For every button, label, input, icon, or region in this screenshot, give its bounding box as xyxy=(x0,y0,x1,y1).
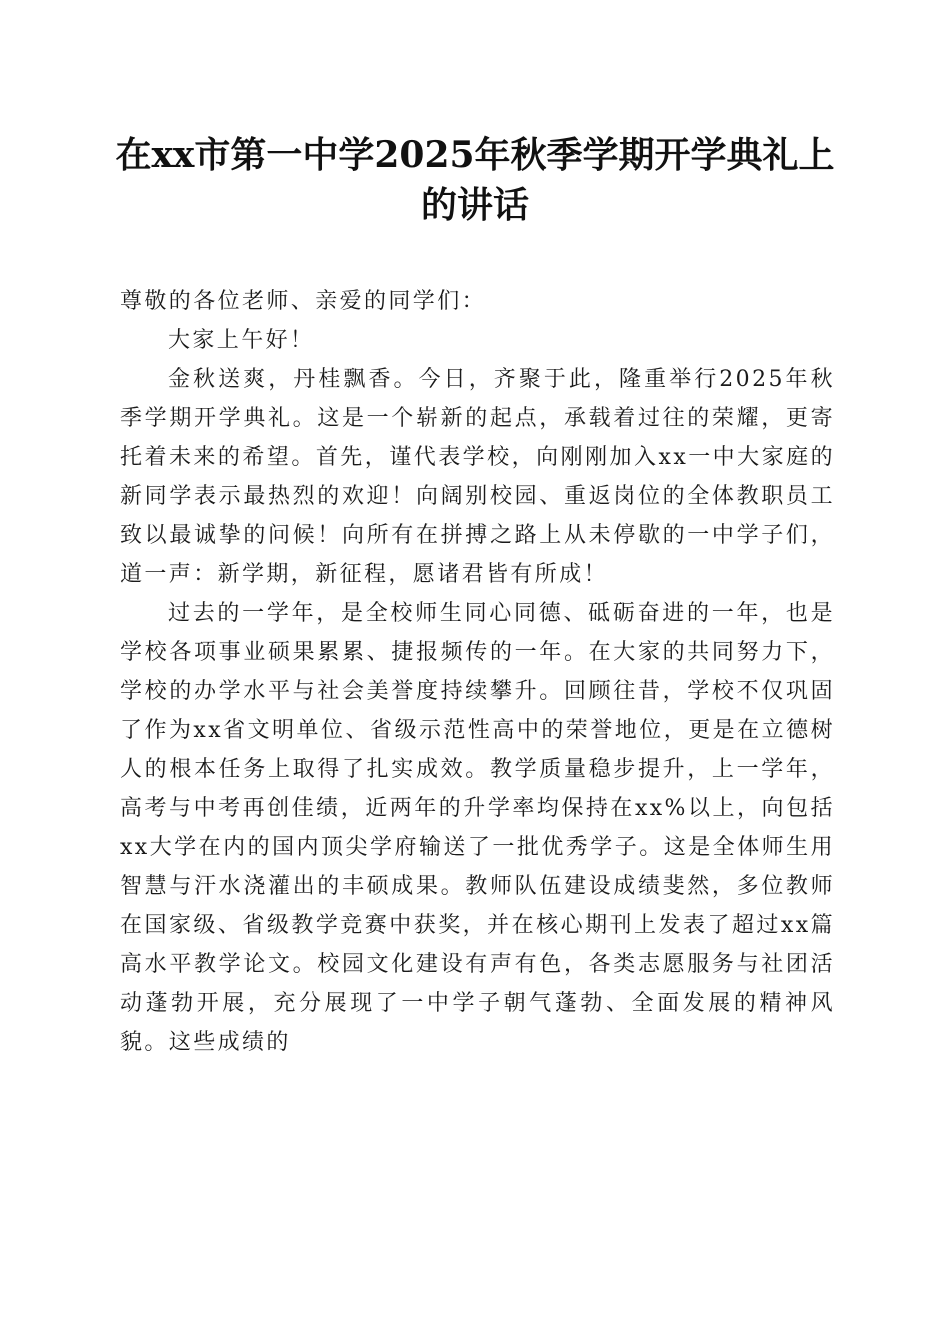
salutation: 尊敬的各位老师、亲爱的同学们： xyxy=(120,289,487,314)
document-body xyxy=(120,282,835,1062)
paragraph-greeting: 大家上午好！ xyxy=(168,328,315,353)
paragraph-opening: 金秋送爽，丹桂飘香。今日，齐聚于此，隆重举行2025年秋季学期开学典礼。这是一个崭新的起点，承载着过往的荣耀，更寄托着未来的希望。首先，谨代表学校，向刚刚加入xx一中大家庭的新同学表示最热烈的欢迎！向阔别校园、重返岗位的全体教职员工致以最诚挚的问候！向所有在拼搏之路上从未停歇的一中学子们，道一声：新学期，新征程，愿诸君皆有所成！ xyxy=(120,367,835,587)
document-title: 在xx市第一中学2025年秋季学期开学典礼上的讲话 xyxy=(115,134,835,226)
paragraph-review: 过去的一学年，是全校师生同心同德、砥砺奋进的一年，也是学校各项事业硕果累累、捷报频传的一年。在大家的共同努力下，学校的办学水平与社会美誉度持续攀升。回顾往昔，学校不仅巩固了作为xx省文明单位、省级示范性高中的荣誉地位，更是在立德树人的根本任务上取得了扎实成效。教学质量稳步提升，上一学年，高考与中考再创佳绩，近两年的升学率均保持在xx%以上，向包括xx大学在内的国内顶尖学府输送了一批优秀学子。这是全体师生用智慧与汗水浇灌出的丰硕成果。教师队伍建设成绩斐然，多位教师在国家级、省级教学竞赛中获奖，并在核心期刊上发表了超过xx篇高水平教学论文。校园文化建设有声有色，各类志愿服务与社团活动蓬勃开展，充分展现了一中学子朝气蓬勃、全面发展的精神风貌。这些成绩的 xyxy=(120,601,835,1055)
